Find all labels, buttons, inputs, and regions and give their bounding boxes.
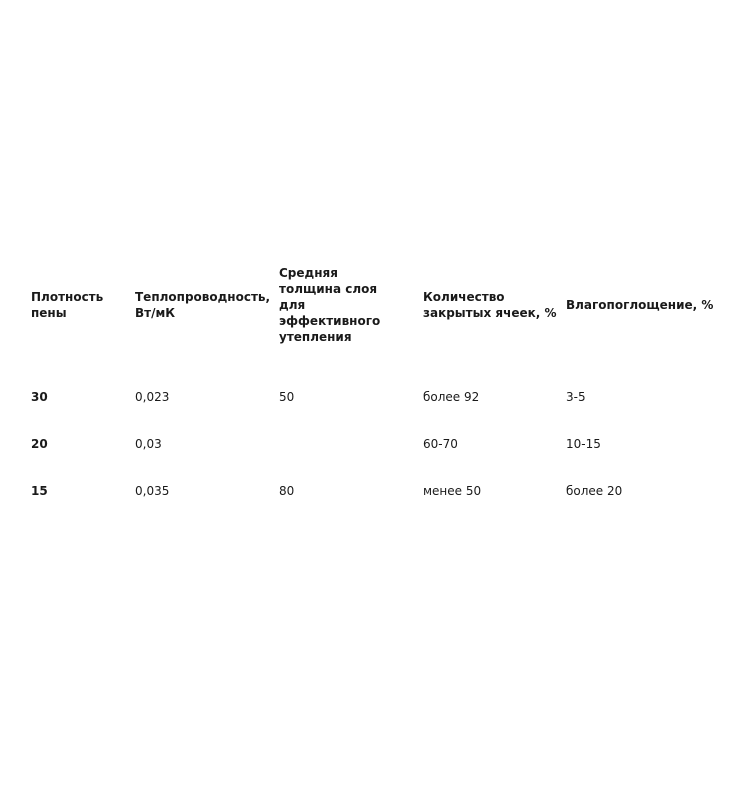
cell-conductivity: 0,023 (135, 390, 170, 404)
cell-density: 30 (31, 390, 48, 404)
header-thermal-conductivity (135, 262, 273, 348)
density-table (31, 262, 731, 530)
cell-thickness: 50 (279, 390, 295, 404)
table-row (31, 436, 731, 483)
header-foam-density (31, 262, 127, 348)
cell-closed-cells: более 92 (423, 390, 480, 404)
table-row (31, 483, 731, 530)
table-row (31, 389, 731, 436)
header-closed-cells-text: Количество закрытых ячеек, % (423, 290, 557, 320)
header-closed-cells (423, 262, 559, 348)
header-thermal-conductivity-text: Теплопроводность, Вт/мК (135, 290, 271, 320)
cell-closed-cells: менее 50 (423, 484, 482, 498)
table-header-row (31, 262, 731, 348)
cell-closed-cells: 60-70 (423, 437, 458, 451)
cell-moisture: 10-15 (566, 437, 601, 451)
header-layer-thickness-text: Средняя толщина слоя для эффективного утепления (279, 266, 381, 344)
cell-density: 15 (31, 484, 48, 498)
header-layer-thickness (279, 262, 399, 348)
cell-density: 20 (31, 437, 48, 451)
header-moisture-absorption (566, 262, 716, 348)
cell-conductivity: 0,035 (135, 484, 170, 498)
header-moisture-absorption-text: Влагопоглощение, % (566, 298, 714, 312)
cell-thickness: 80 (279, 484, 295, 498)
header-foam-density-text: Плотность пены (31, 290, 104, 320)
cell-moisture: 3-5 (566, 390, 586, 404)
cell-moisture: более 20 (566, 484, 623, 498)
table-spacer (31, 348, 731, 389)
cell-conductivity: 0,03 (135, 437, 162, 451)
